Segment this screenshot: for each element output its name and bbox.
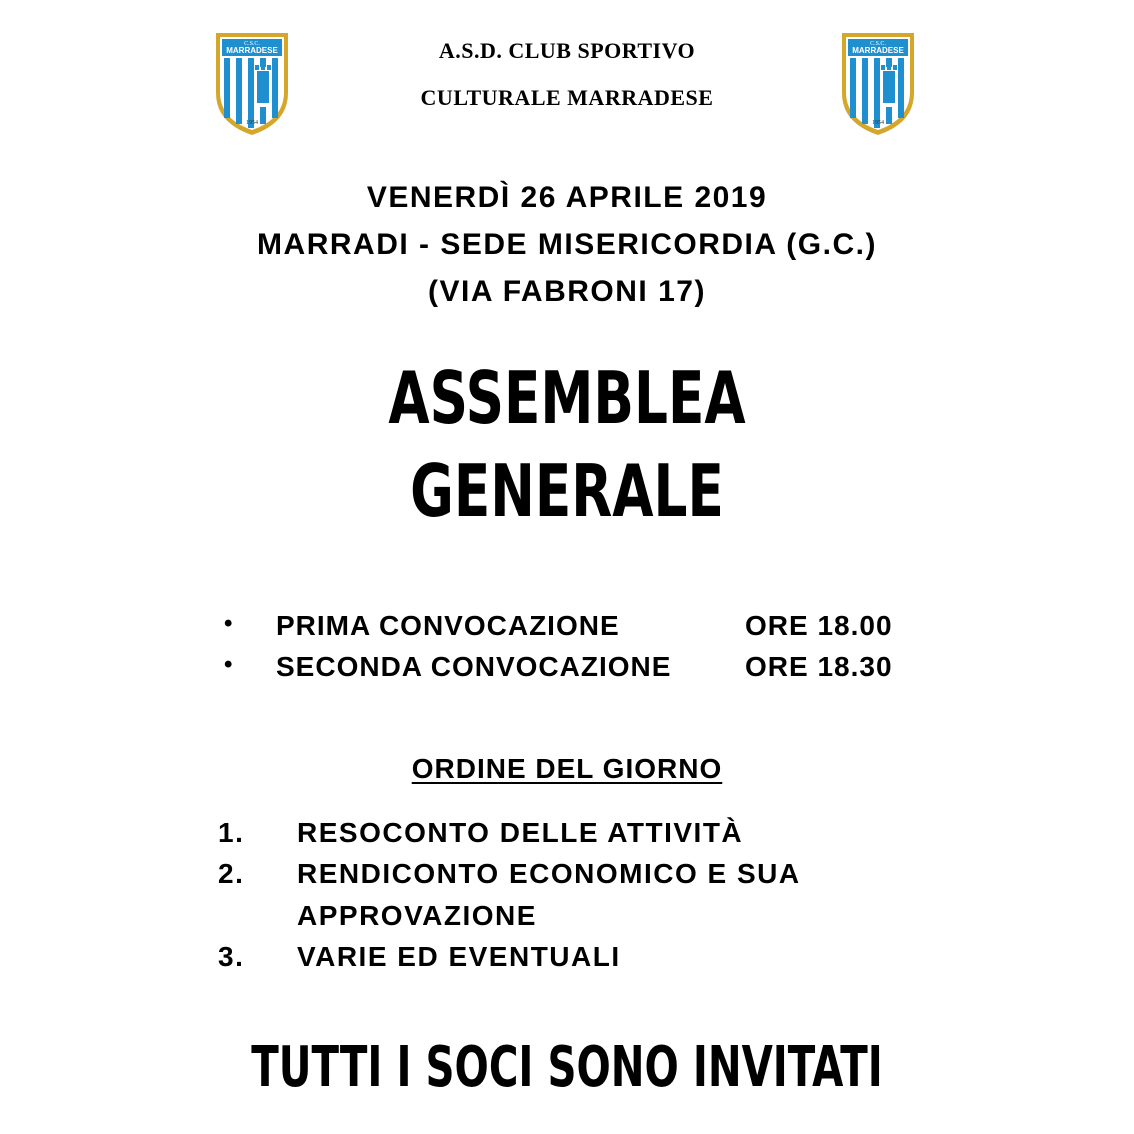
agenda-title: ORDINE DEL GIORNO xyxy=(411,753,723,784)
bullet-icon: • xyxy=(224,610,234,637)
event-date: VENERDÌ 26 APRILE 2019 xyxy=(366,181,768,214)
convocation-label: PRIMA CONVOCAZIONE xyxy=(276,610,620,641)
convocation-time: ORE 18.00 xyxy=(745,610,893,641)
club-name-line-1: A.S.D. CLUB SPORTIVO xyxy=(438,38,696,63)
event-place: MARRADI - SEDE MISERICORDIA (G.C.) xyxy=(257,228,877,261)
svg-text:MARRADESE: MARRADESE xyxy=(852,46,904,55)
agenda-item-continuation xyxy=(0,900,1134,936)
title-line-1: ASSEMBLEA xyxy=(388,356,746,440)
title-line-2: GENERALE xyxy=(410,449,724,533)
agenda-item-text: VARIE ED EVENTUALI xyxy=(297,941,621,972)
agenda-item xyxy=(0,941,1134,977)
club-name-line-2: CULTURALE MARRADESE xyxy=(420,85,714,110)
svg-text:1954: 1954 xyxy=(246,120,258,126)
event-address: (VIA FABRONI 17) xyxy=(428,275,706,308)
agenda-item-number: 3. xyxy=(218,941,245,972)
convocation-time: ORE 18.30 xyxy=(745,651,893,682)
svg-text:1954: 1954 xyxy=(872,120,884,126)
agenda-item-text: RESOCONTO DELLE ATTIVITÀ xyxy=(297,817,744,848)
convocation-row xyxy=(0,651,1134,685)
convocation-row xyxy=(0,610,1134,644)
invitation-footer: TUTTI I SOCI SONO INVITATI xyxy=(251,1035,883,1100)
svg-text:C.S.C.: C.S.C. xyxy=(870,41,886,47)
agenda-item xyxy=(0,858,1134,894)
agenda-item-number: 2. xyxy=(218,858,245,889)
agenda-item-number: 1. xyxy=(218,817,245,848)
agenda-item xyxy=(0,817,1134,853)
svg-text:MARRADESE: MARRADESE xyxy=(226,46,278,55)
svg-text:C.S.C.: C.S.C. xyxy=(244,41,260,47)
convocation-label: SECONDA CONVOCAZIONE xyxy=(276,651,672,682)
bullet-icon: • xyxy=(224,651,234,678)
agenda-item-text: RENDICONTO ECONOMICO E SUA xyxy=(297,858,801,889)
agenda-item-text: APPROVAZIONE xyxy=(297,900,537,931)
